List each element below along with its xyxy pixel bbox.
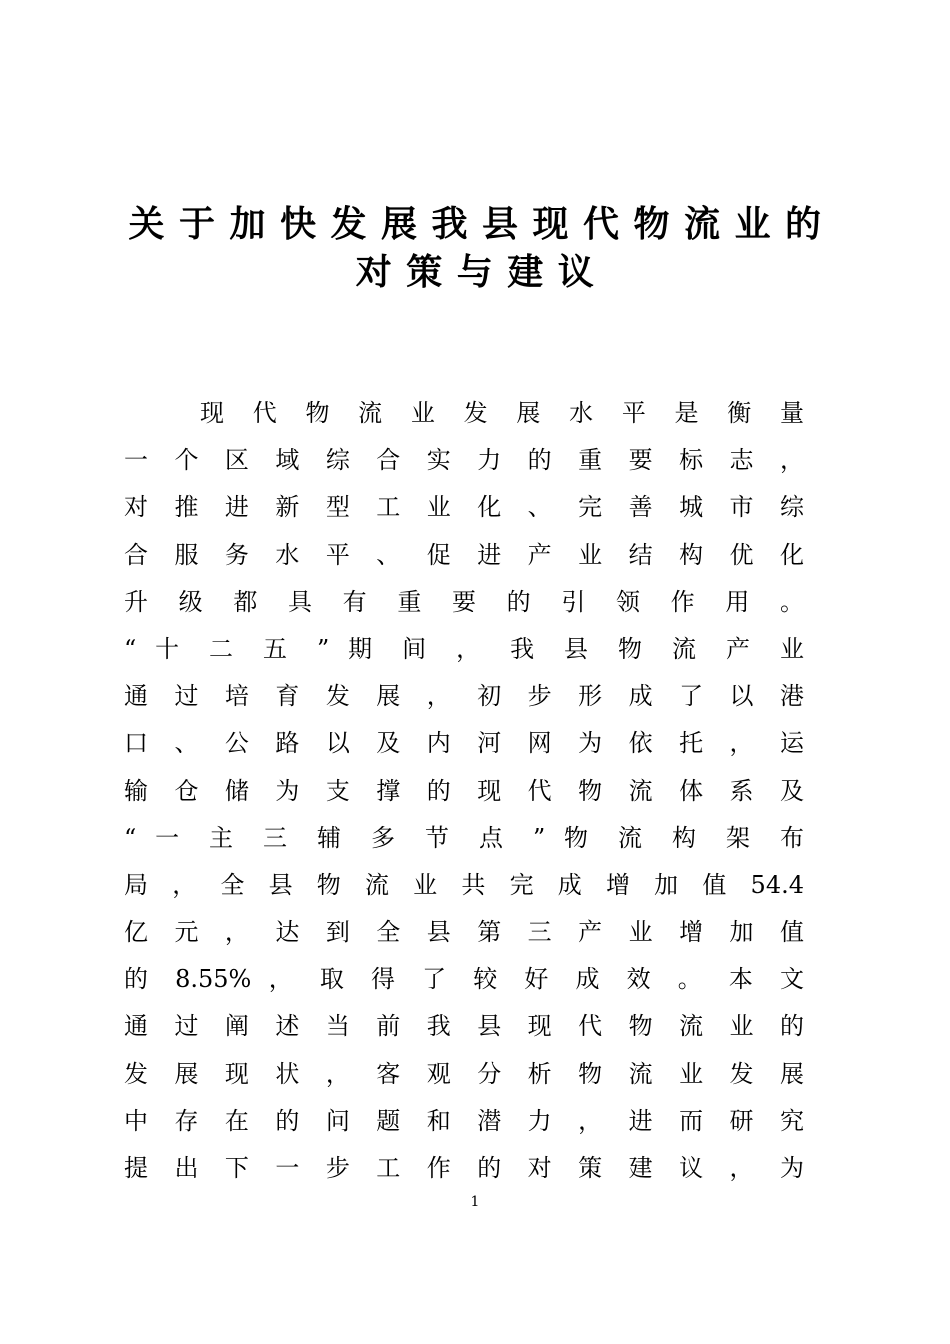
body-line: 的 8.55% ， 取 得 了 较 好 成 效 。 本 文 <box>124 965 804 994</box>
body-line: 升 级 都 具 有 重 要 的 引 领 作 用 。 <box>124 587 804 616</box>
body-line: 对 推 进 新 型 工 业 化 、 完 善 城 市 综 <box>124 493 804 522</box>
body-line: 口 、 公 路 以 及 内 河 网 为 依 托 ， 运 <box>124 729 804 758</box>
body-paragraph <box>124 390 804 1192</box>
body-line: 合 服 务 水 平 、 促 进 产 业 结 构 优 化 <box>124 540 804 569</box>
body-line: 通 过 阐 述 当 前 我 县 现 代 物 流 业 的 <box>124 1012 804 1041</box>
body-line: 一 个 区 域 综 合 实 力 的 重 要 标 志 ， <box>124 446 804 475</box>
page-number: 1 <box>470 1194 480 1210</box>
document-title-line-1: 关于加快发展我县现代物流业的 <box>128 203 836 245</box>
body-line: 局 ， 全 县 物 流 业 共 完 成 增 加 值 54.4 <box>124 870 804 899</box>
body-line: 中 存 在 的 问 题 和 潜 力 ， 进 而 研 究 <box>124 1106 804 1135</box>
document-title-line-2: 对策与建议 <box>355 251 609 293</box>
body-line: “ 一 主 三 辅 多 节 点 ” 物 流 构 架 布 <box>124 823 804 852</box>
body-line: 亿 元 ， 达 到 全 县 第 三 产 业 增 加 值 <box>124 918 804 947</box>
body-line: 输 仓 储 为 支 撑 的 现 代 物 流 体 系 及 <box>124 776 804 805</box>
body-line: 提 出 下 一 步 工 作 的 对 策 建 议 ， 为 <box>124 1154 804 1182</box>
body-line: “ 十 二 五 ” 期 间 ， 我 县 物 流 产 业 <box>124 634 804 663</box>
body-line: 通 过 培 育 发 展 ， 初 步 形 成 了 以 港 <box>124 682 804 711</box>
body-line: 发 展 现 状 ， 客 观 分 析 物 流 业 发 展 <box>124 1059 804 1088</box>
body-line: 现 代 物 流 业 发 展 水 平 是 衡 量 <box>200 399 804 427</box>
